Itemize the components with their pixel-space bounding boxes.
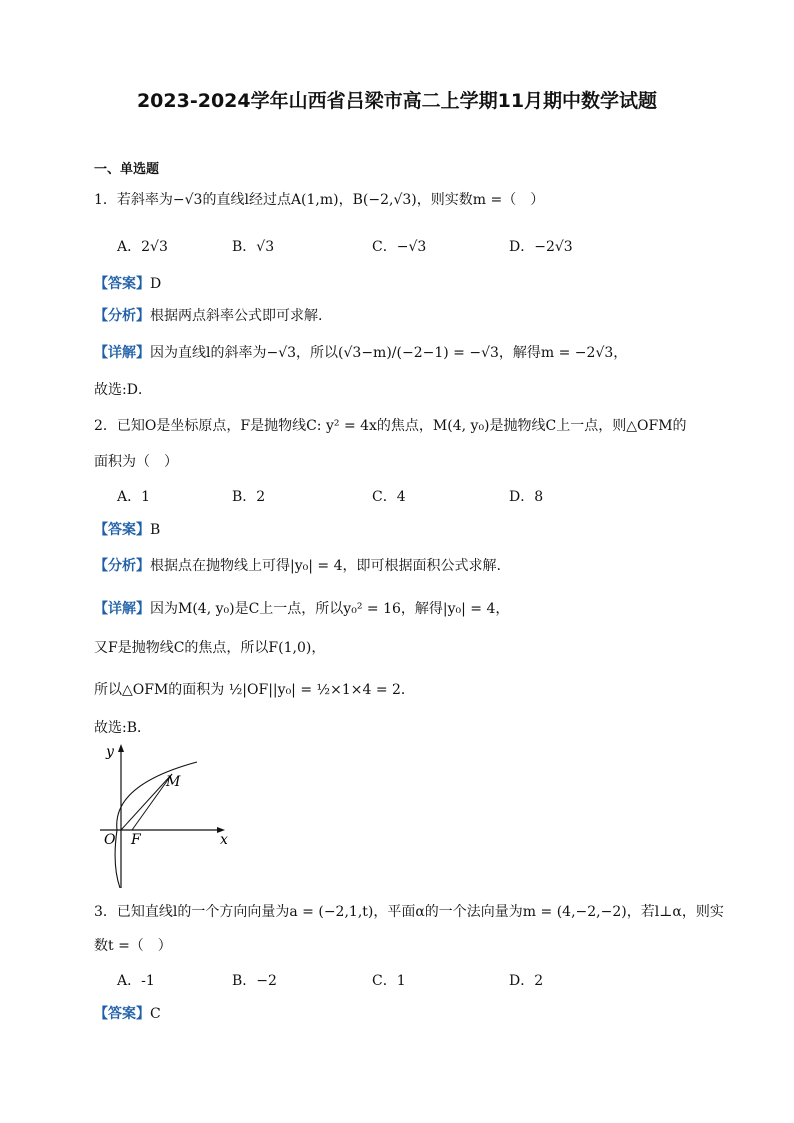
q3-answer-value: C xyxy=(150,1006,161,1022)
q1-analysis xyxy=(94,306,322,326)
q1-option-a: A．2√3 xyxy=(117,239,168,255)
point-m-label: M xyxy=(166,774,181,790)
section-heading: 一、单选题 xyxy=(94,162,160,177)
y-axis-arrow xyxy=(118,744,124,752)
q3-option-d: D．2 xyxy=(509,973,544,989)
analysis-tag: 【分析】 xyxy=(94,558,150,574)
answer-tag: 【答案】 xyxy=(94,276,150,292)
x-axis-label: x xyxy=(220,832,228,848)
parabola-curve xyxy=(115,762,197,888)
q2-detail-line3: 所以△OFM的面积为 ½|OF||y₀| = ½×1×4 = 2． xyxy=(94,682,415,698)
y-axis-label: y xyxy=(106,744,114,760)
q1-detail xyxy=(94,343,627,363)
q3-option-c: C．1 xyxy=(372,973,406,989)
q2-option-a: A．1 xyxy=(117,489,151,505)
page-title: 2023-2024学年山西省吕梁市高二上学期11月期中数学试题 xyxy=(136,90,658,112)
q2-answer xyxy=(94,520,160,540)
q2-analysis-text: 根据点在抛物线上可得|y₀| = 4，即可根据面积公式求解. xyxy=(150,558,501,574)
answer-tag: 【答案】 xyxy=(94,522,150,538)
q2-detail-line1 xyxy=(94,599,509,619)
q1-option-c: C．−√3 xyxy=(372,239,427,255)
q2-stem-line2: 面积为（ ） xyxy=(94,454,178,470)
q2-analysis xyxy=(94,556,501,576)
q1-conclusion: 故选:D． xyxy=(94,382,152,398)
q2-answer-value: B xyxy=(150,522,161,538)
analysis-tag: 【分析】 xyxy=(94,308,150,324)
q1-option-b: B．√3 xyxy=(232,239,275,255)
q3-option-a: A．-1 xyxy=(117,973,155,989)
q3-option-b: B．−2 xyxy=(232,973,277,989)
q3-answer xyxy=(94,1004,161,1024)
detail-tag: 【详解】 xyxy=(94,345,150,361)
q2-option-c: C．4 xyxy=(372,489,406,505)
q1-stem: 1．若斜率为−√3的直线l经过点A(1,m)，B(−2,√3)，则实数m =（ ） xyxy=(94,192,545,208)
q1-analysis-text: 根据两点斜率公式即可求解. xyxy=(150,308,323,324)
q1-answer-value: D xyxy=(150,276,162,292)
parabola-figure xyxy=(92,740,242,892)
detail-tag: 【详解】 xyxy=(94,601,150,617)
answer-tag: 【答案】 xyxy=(94,1006,150,1022)
focus-label: F xyxy=(131,832,141,848)
q3-stem-line1: 3．已知直线l的一个方向向量为a = (−2,1,t)，平面α的一个法向量为m = (4,−2,−2)，若l⊥α，则实 xyxy=(94,904,724,920)
origin-label: O xyxy=(104,832,116,848)
q2-stem-line1: 2．已知O是坐标原点，F是抛物线C: y² = 4x的焦点，M(4, y₀)是抛物线C上一点，则△OFM的 xyxy=(94,418,687,434)
q3-stem-line2: 数t =（ ） xyxy=(94,938,172,954)
q2-detail-line2: 又F是抛物线C的焦点，所以F(1,0)， xyxy=(94,640,326,656)
q2-option-d: D．8 xyxy=(509,489,544,505)
q2-option-b: B．2 xyxy=(232,489,266,505)
q2-detail-text1: 因为M(4, y₀)是C上一点，所以y₀² = 16，解得|y₀| = 4， xyxy=(150,601,510,617)
q1-answer xyxy=(94,274,161,294)
q1-detail-text: 因为直线l的斜率为−√3，所以(√3−m)/(−2−1) = −√3，解得m = −2√3， xyxy=(150,345,628,361)
q1-option-d: D．−2√3 xyxy=(509,239,573,255)
q2-conclusion: 故选:B． xyxy=(94,720,152,736)
